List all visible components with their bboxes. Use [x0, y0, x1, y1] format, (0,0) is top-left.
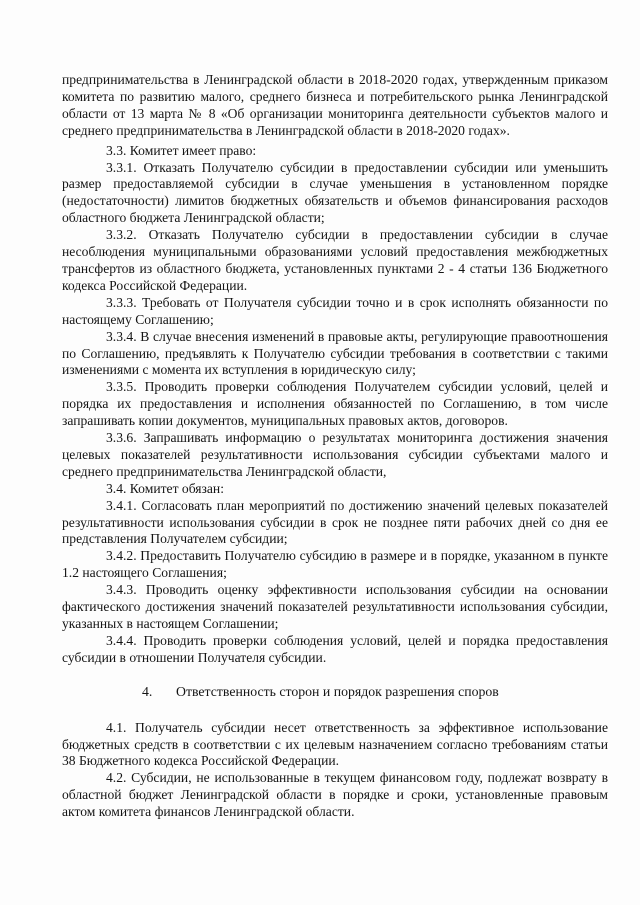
- paragraph-3-3-6: 3.3.6. Запрашивать информацию о результатах мониторинга достижения значения целевых показателей результативности использования субсидии субъектами малого и среднего предпринимательства Ленинградской области,: [62, 430, 608, 479]
- paragraph-3-4: 3.4. Комитет обязан:: [106, 480, 224, 496]
- document-body: [62, 72, 608, 821]
- paragraph-4-2: 4.2. Субсидии, не использованные в текущем финансовом году, подлежат возврату в областной бюджет Ленинградской области в порядке и сроки, установленные правовым актом комитета финансов Ленинградской области.: [62, 770, 608, 820]
- paragraph-3-4-2: 3.4.2. Предоставить Получателю субсидию в размере и в порядке, указанном в пункте 1.2 настоящего Соглашения;: [62, 548, 608, 581]
- section-4-heading: [62, 684, 608, 701]
- paragraph-3-4-3: 3.4.3. Проводить оценку эффективности использования субсидии на основании фактического достижения значений показателей результативности использования субсидии, указанных в настоящем Соглашении;: [62, 582, 608, 631]
- paragraph-3-4-1: 3.4.1. Согласовать план мероприятий по достижению значений целевых показателей результативности использования субсидии в срок не позднее пяти рабочих дней со дня ее представления Получателем субсидии;: [62, 497, 608, 547]
- paragraph-3-3-3: 3.3.3. Требовать от Получателя субсидии точно и в срок исполнять обязанности по настоящему Соглашению;: [62, 294, 608, 327]
- paragraph-4-1: 4.1. Получатель субсидии несет ответственность за эффективное использование бюджетных средств в соответствии с их целевым назначением согласно требованиям статьи 38 Бюджетного кодекса Российской Федерации.: [62, 719, 608, 769]
- section-4-number: 4.: [142, 683, 153, 699]
- paragraph-3-4-4: 3.4.4. Проводить проверки соблюдения условий, целей и порядка предоставления субсидии в отношении Получателя субсидии.: [62, 632, 608, 665]
- paragraph-3-3-5: 3.3.5. Проводить проверки соблюдения Получателем субсидии условий, целей и порядка их предоставления и исполнения обязанностей по Соглашению, в том числе запрашивать копии документов, муниципальных правовых актов, договоров.: [62, 379, 608, 429]
- paragraph-3-3-1: 3.3.1. Отказать Получателю субсидии в предоставлении субсидии или уменьшить размер предоставляемой субсидии в случае уменьшения в установленном порядке (недостаточности) лимитов бюджетных обязательств и объемов финансирования расходов областного бюджета Ленинградской области;: [62, 159, 608, 226]
- intro-paragraph: предпринимательства в Ленинградской области в 2018-2020 годах, утвержденным приказом комитета по развитию малого, среднего бизнеса и потребительского рынка Ленинградской области от 13 марта № 8 «Об организации мониторинга деятельности субъектов малого и среднего предпринимательства в Ленинградской области в 2018-2020 годах».: [62, 72, 608, 138]
- section-4-title: Ответственность сторон и порядок разрешения споров: [176, 683, 499, 699]
- paragraph-3-3-4: 3.3.4. В случае внесения изменений в правовые акты, регулирующие правоотношения по Соглашению, предъявлять к Получателю субсидии требования в соответствии с такими изменениями с момента их вступления в юридическую силу;: [62, 328, 608, 378]
- paragraph-3-3: 3.3. Комитет имеет право:: [106, 142, 257, 158]
- paragraph-3-3-2: 3.3.2. Отказать Получателю субсидии в предоставлении субсидии в случае несоблюдения муниципальными образованиями условий предоставления межбюджетных трансфертов из областного бюджета, установленных пунктами 2 - 4 статьи 136 Бюджетного кодекса Российской Федерации.: [62, 227, 608, 293]
